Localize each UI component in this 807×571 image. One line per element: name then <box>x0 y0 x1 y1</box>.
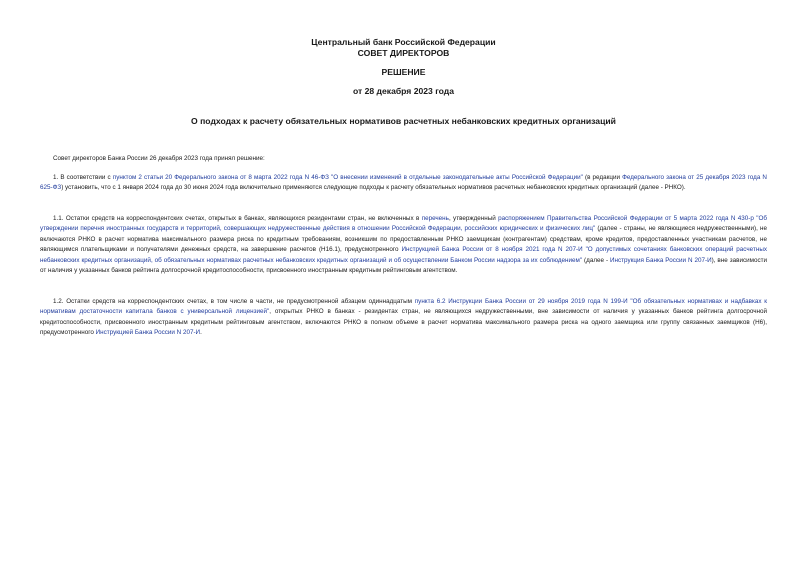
p11-text-5: ), вне зависимости от наличия у указанных банков рейтинга долгосрочной кредитоспособности, присвоенного иностранным кредитным рейтинговым агентством. <box>40 256 768 275</box>
p11-text-3: (далее - страны, не являющиеся недружественными), не включаются РНКО в расчет норматива максимального размера риска по кредитным требованиям, возникшим по предоставленным РНКО заемщикам (контрагентам) средствам, кроме кредитов, предоставленных участникам расчетов, не являющимся плательщиками и получателями денежных средств, на завершение расчетов (Н16.1), предусмотренного <box>40 225 767 254</box>
p11-link-instruction-207i[interactable]: Инструкция Банка России N 207-И <box>610 256 712 264</box>
paragraph-1 <box>40 173 767 194</box>
p1-link-law-46fz[interactable]: пунктом 2 статьи 20 Федерального закона от 8 марта 2022 года N 46-ФЗ "О внесении изменений в отдельные законодательные акты Российской Федерации" <box>112 174 583 181</box>
p1-link-law-625fz[interactable]: Федерального закона от 25 декабря 2023 года N 625-ФЗ <box>40 174 767 192</box>
p11-text-4: (далее - <box>582 256 610 264</box>
p1-text-3: ) установить, что с 1 января 2024 года до 30 июня 2024 года включительно применяются следующие подходы к расчету обязательных нормативов расчетных небанковских кредитных организаций (далее - РНКО). <box>61 184 686 192</box>
p12-text-2: , открытых РНКО в банках - резидентах стран, не являющихся недружественными, вне зависимости от наличия у указанных банков рейтинга долгосрочной кредитоспособности, присвоенного иностранным кредитным рейтинговым агентством, включаются РНКО в полном объеме в расчет норматива максимального размера риска на одного заемщика или группу связанных заемщиков (Н6), предусмотренного <box>40 308 767 337</box>
paragraph-1-1 <box>40 214 767 276</box>
p12-text-1: 1.2. Остатки средств на корреспондентских счетах, в том числе в части, не предусмотренной абзацем одиннадцатым <box>53 298 415 305</box>
paragraph-1-2 <box>40 297 767 339</box>
p12-link-instruction-207i[interactable]: Инструкцией Банка России N 207-И <box>95 329 201 337</box>
intro-paragraph: Совет директоров Банка России 26 декабря 2023 года принял решение: <box>53 155 265 162</box>
p11-link-perechen[interactable]: перечень <box>421 215 449 222</box>
p11-link-rasporyazhenie[interactable]: распоряжением Правительства Российской Федерации от 5 марта 2022 года N 430-р "Об утверждении перечня иностранных государств и территорий, совершающих недружественные действия в отношении Российской Федерации, российских юридических и физических лиц" <box>40 215 767 233</box>
p11-text-2: , утвержденный <box>448 215 499 222</box>
p11-text-1: 1.1. Остатки средств на корреспондентских счетах, открытых в банках, являющихся резидентами стран, не включенных в <box>53 215 422 222</box>
doc-type: РЕШЕНИЕ <box>381 67 426 77</box>
board-name: СОВЕТ ДИРЕКТОРОВ <box>357 48 450 58</box>
p12-link-instruction-199i[interactable]: пункта 6.2 Инструкции Банка России от 29 ноября 2019 года N 199-И "Об обязательных нормативах и надбавках к нормативам достаточности капитала банков с универсальной лицензией" <box>40 298 767 316</box>
p1-text-1: 1. В соответствии с <box>53 174 113 181</box>
doc-title: О подходах к расчету обязательных нормативов расчетных небанковских кредитных организаций <box>191 116 616 126</box>
org-name: Центральный банк Российской Федерации <box>311 37 496 47</box>
p12-text-3: . <box>200 329 202 337</box>
doc-date: от 28 декабря 2023 года <box>352 86 455 96</box>
p11-link-instruction-207i-full[interactable]: Инструкцией Банка России от 8 ноября 2021 года N 207-И "О допустимых сочетаниях банковских операций расчетных небанковских кредитных организаций, об обязательных нормативах расчетных небанковских кредитных организаций и об осуществлении Банком России надзора за их соблюдением" <box>40 246 767 264</box>
p1-text-2: (в редакции <box>582 174 623 181</box>
